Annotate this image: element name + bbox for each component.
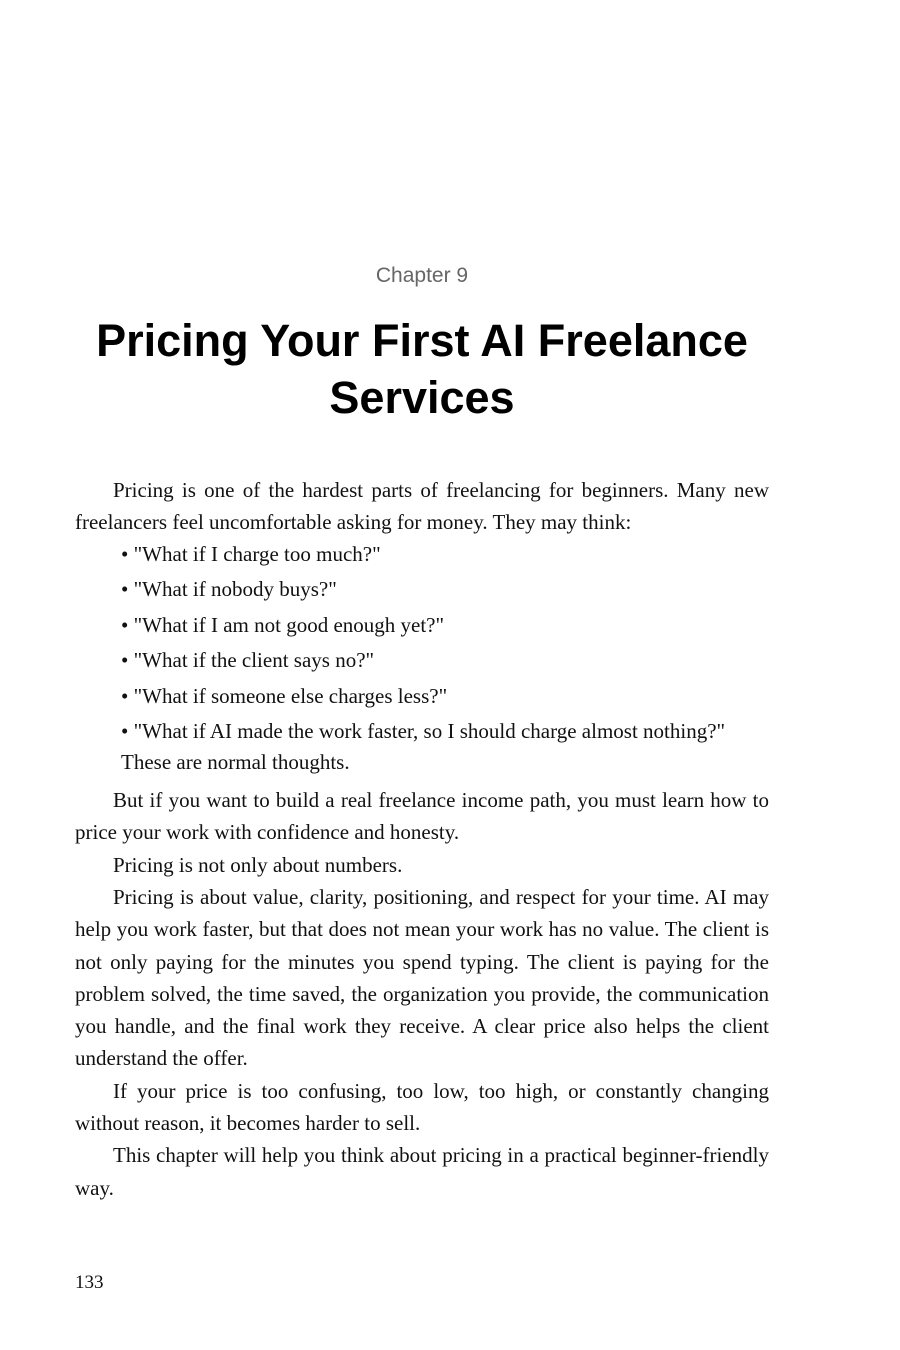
chapter-body	[75, 474, 769, 1204]
body-paragraph: Pricing is about value, clarity, positioning, and respect for your time. AI may help you work faster, but that does not mean your work has no value. The client is not only paying for the minutes you spend typing. The client is paying for the problem solved, the time saved, the organization you provide, the communication you handle, and the final work they receive. A clear price also helps the client understand the offer.	[75, 884, 769, 1071]
list-item-text: • "What if the client says no?"	[121, 648, 375, 673]
list-item	[75, 716, 769, 778]
list-item-text: • "What if nobody buys?"	[121, 577, 337, 602]
page-number: 133	[75, 1272, 104, 1293]
chapter-title: Pricing Your First AI Freelance Services	[96, 315, 748, 423]
list-item-text: • "What if someone else charges less?"	[121, 683, 448, 708]
body-paragraph: This chapter will help you think about pricing in a practical beginner-friendly way.	[75, 1143, 769, 1200]
list-item-text: • "What if I am not good enough yet?"	[121, 612, 445, 637]
chapter-label: Chapter 9	[375, 264, 469, 287]
body-paragraph: If your price is too confusing, too low, too high, or constantly changing without reason, it becomes harder to sell.	[75, 1078, 769, 1136]
body-paragraph: But if you want to build a real freelance income path, you must learn how to price your work with confidence and honesty.	[75, 788, 769, 845]
list-item	[75, 539, 769, 570]
body-paragraph: Pricing is not only about numbers.	[113, 852, 403, 877]
list-item	[75, 610, 769, 641]
list-item	[75, 645, 769, 676]
intro-paragraph: Pricing is one of the hardest parts of freelancing for beginners. Many new freelancers feel uncomfortable asking for money. They may think:	[75, 478, 769, 535]
worry-list	[75, 539, 769, 779]
list-item	[75, 681, 769, 712]
list-item	[75, 574, 769, 605]
list-item-text: • "What if I charge too much?"	[121, 541, 381, 566]
list-item-text: • "What if AI made the work faster, so I should charge almost nothing?" These are normal thoughts.	[121, 719, 726, 775]
